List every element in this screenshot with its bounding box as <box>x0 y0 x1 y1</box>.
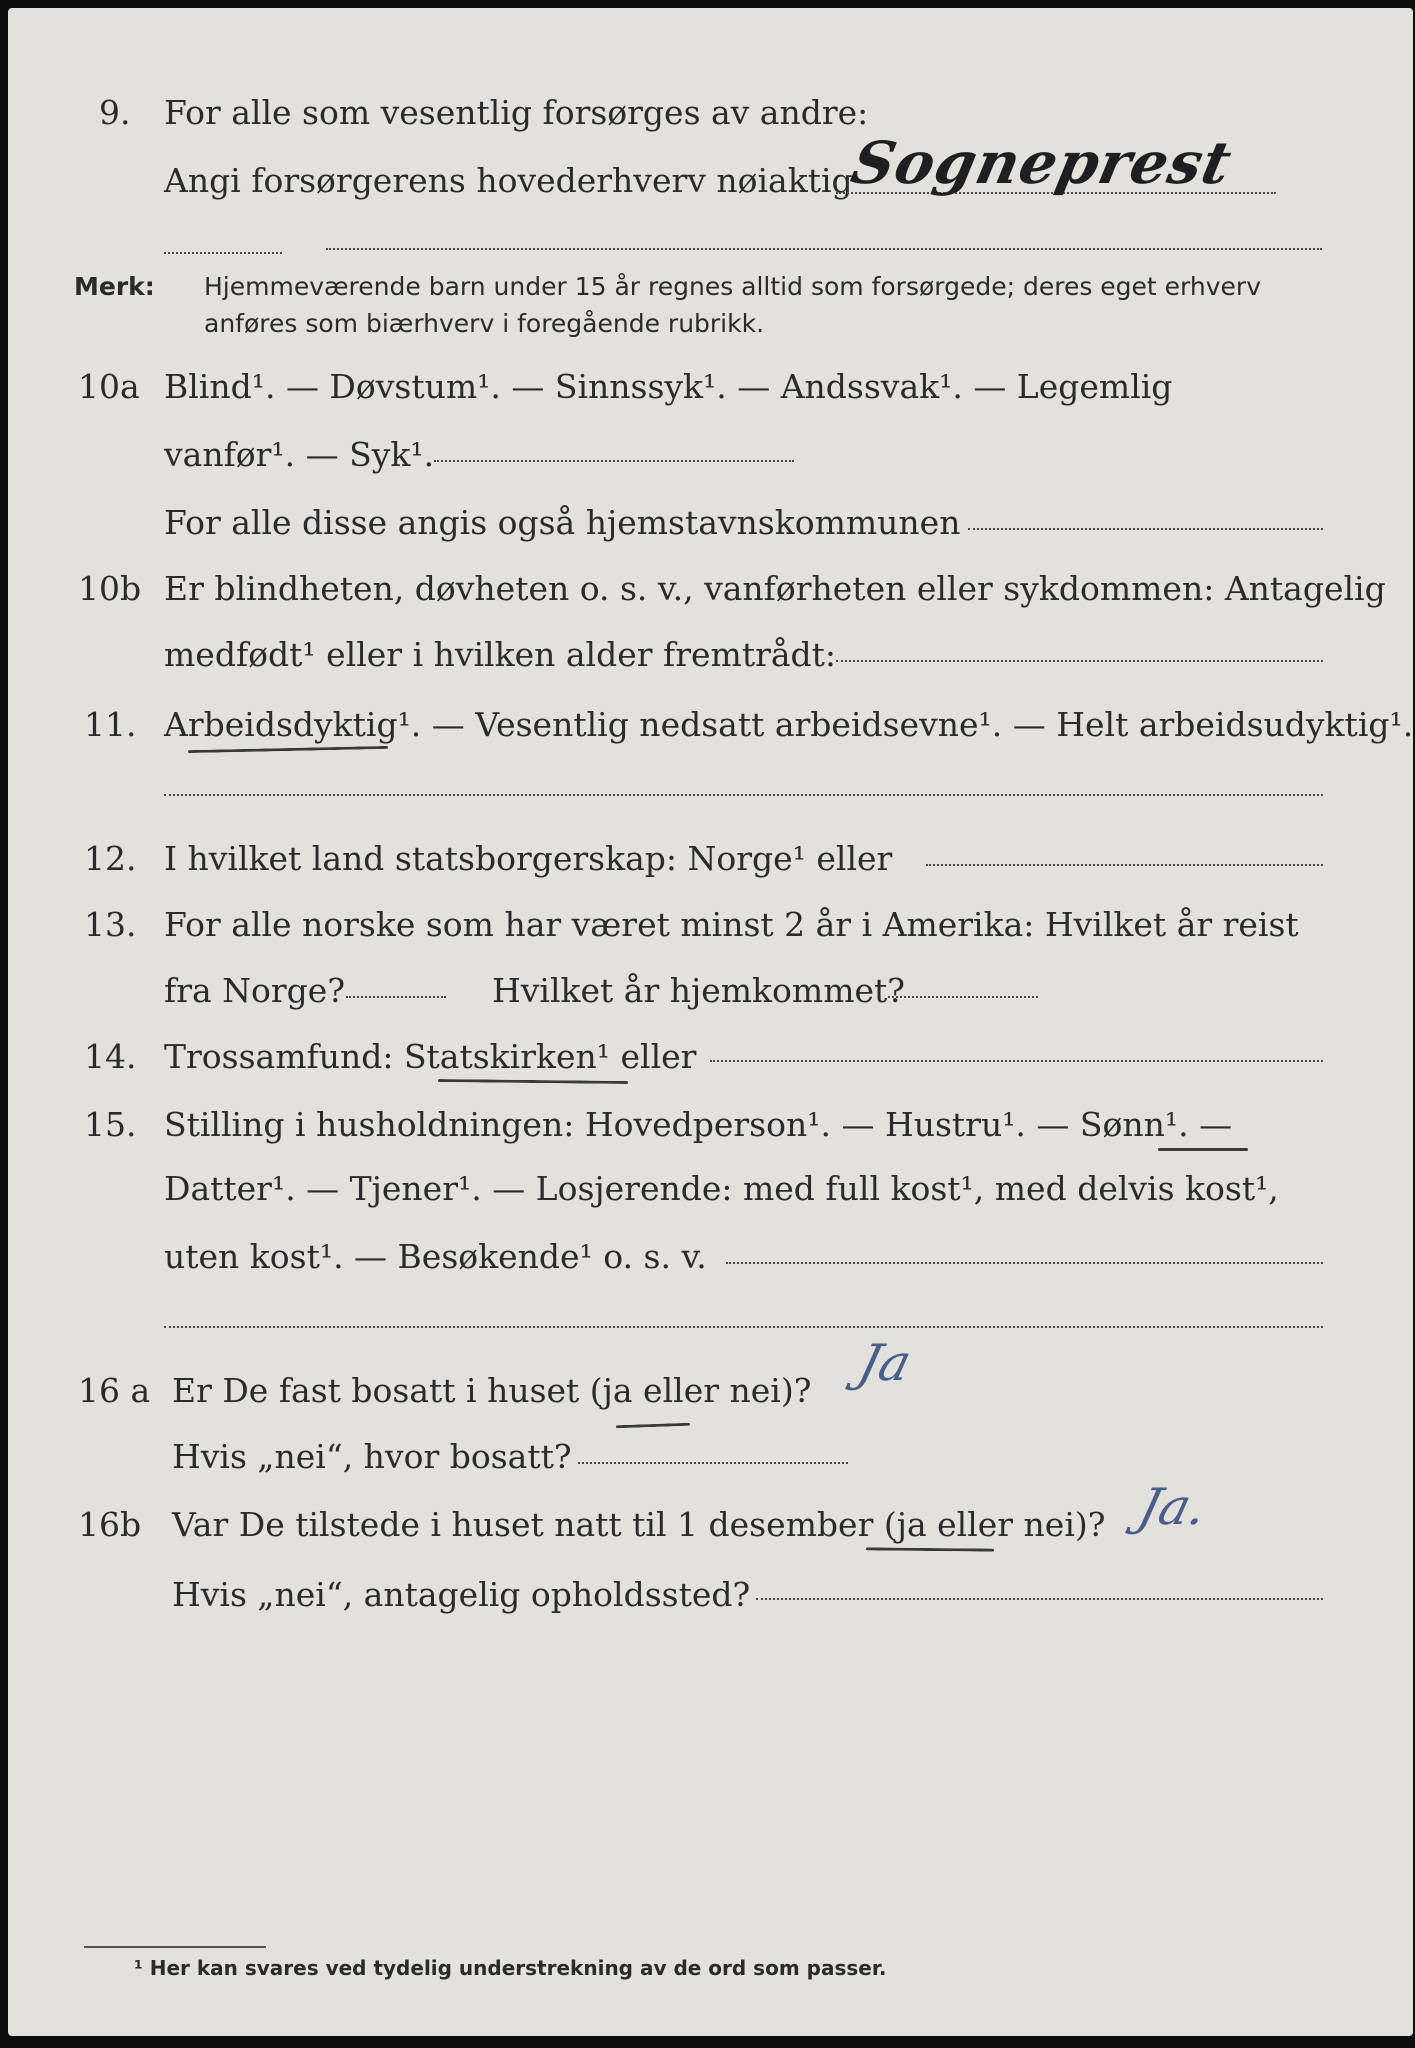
q16a-line1: Er De fast bosatt i huset (ja eller nei)? <box>172 1371 812 1410</box>
q9-extra-line-right <box>326 248 1322 250</box>
q15-answer-line <box>726 1262 1323 1264</box>
census-form-page <box>8 8 1413 2036</box>
q9-line1: For alle som vesentlig forsørges av andre: <box>164 93 869 132</box>
q16b-underline-ja <box>866 1547 994 1551</box>
q14-number: 14. <box>84 1037 137 1076</box>
q11-number: 11. <box>84 705 137 744</box>
merk-line1: Hjemmeværende barn under 15 år regnes alltid som forsørgede; deres eget erhverv <box>204 272 1261 301</box>
q16b-opholdssted-line <box>756 1598 1323 1600</box>
q10a-line2: vanfør¹. — Syk¹. <box>164 435 435 474</box>
q16b-handwritten-answer: Ja. <box>1132 1478 1213 1536</box>
q9-handwritten-answer: Sogneprest <box>845 129 1238 197</box>
q9-line2: Angi forsørgerens hovederhverv nøiaktig <box>164 161 853 200</box>
q16a-line2: Hvis „nei“, hvor bosatt? <box>172 1437 572 1476</box>
q16a-number: 16 a <box>78 1371 151 1410</box>
q13-line2b: Hvilket år hjemkommet? <box>492 971 905 1010</box>
q14-answer-line <box>710 1060 1323 1062</box>
q16a-underline-ja <box>616 1423 690 1429</box>
q10b-answer-line <box>836 660 1323 662</box>
q16a-handwritten-answer: Ja <box>852 1334 918 1392</box>
merk-label: Merk: <box>74 272 155 301</box>
q10a-line3: For alle disse angis også hjemstavnskommunen <box>164 503 961 542</box>
q13-hjemkommet-line <box>888 996 1038 998</box>
merk-line2: anføres som biærhverv i foregående rubrikk. <box>204 309 765 338</box>
q11-answer-line <box>164 794 1323 796</box>
q13-line1: For alle norske som har været minst 2 år i Amerika: Hvilket år reist <box>164 905 1299 944</box>
q10b-number: 10b <box>78 569 142 608</box>
q13-reist-line <box>346 996 446 998</box>
q16a-bosatt-line <box>578 1462 848 1464</box>
q16b-number: 16b <box>78 1505 142 1544</box>
q15-underline-sonn <box>1158 1148 1248 1151</box>
q11-underline-arbeidsdyktig <box>188 746 388 753</box>
q10b-line2: medfødt¹ eller i hvilken alder fremtrådt: <box>164 635 837 674</box>
q9-extra-line-left <box>164 252 282 254</box>
q13-number: 13. <box>84 905 137 944</box>
q10a-kommune-line <box>968 528 1323 530</box>
q10b-line1: Er blindheten, døvheten o. s. v., vanførheten eller sykdommen: Antagelig <box>164 569 1386 608</box>
q15-extra-line <box>164 1326 1323 1328</box>
q14-underline-statskirken <box>438 1079 628 1084</box>
q13-line2a: fra Norge? <box>164 971 346 1010</box>
footnote-rule <box>84 1946 266 1948</box>
q14-line1: Trossamfund: Statskirken¹ eller <box>164 1037 697 1076</box>
q12-number: 12. <box>84 839 137 878</box>
q12-answer-line <box>926 864 1323 866</box>
q10a-line1: Blind¹. — Døvstum¹. — Sinnssyk¹. — Andssvak¹. — Legemlig <box>164 367 1173 406</box>
q15-line1: Stilling i husholdningen: Hovedperson¹. — Hustru¹. — Sønn¹. — <box>164 1105 1233 1144</box>
q11-line1: Arbeidsdyktig¹. — Vesentlig nedsatt arbeidsevne¹. — Helt arbeidsudyktig¹. <box>164 705 1413 744</box>
q10a-syk-line <box>434 460 794 462</box>
q15-line2: Datter¹. — Tjener¹. — Losjerende: med full kost¹, med delvis kost¹, <box>164 1169 1279 1208</box>
footnote-text: ¹ Her kan svares ved tydelig understrekning av de ord som passer. <box>134 1956 887 1980</box>
q10a-number: 10a <box>78 367 140 406</box>
q9-number: 9. <box>99 93 131 132</box>
q15-line3: uten kost¹. — Besøkende¹ o. s. v. <box>164 1237 707 1276</box>
q16b-line2: Hvis „nei“, antagelig opholdssted? <box>172 1575 751 1614</box>
q12-line1: I hvilket land statsborgerskap: Norge¹ eller <box>164 839 893 878</box>
q16b-line1: Var De tilstede i huset natt til 1 desember (ja eller nei)? <box>172 1505 1106 1544</box>
q15-number: 15. <box>84 1105 137 1144</box>
